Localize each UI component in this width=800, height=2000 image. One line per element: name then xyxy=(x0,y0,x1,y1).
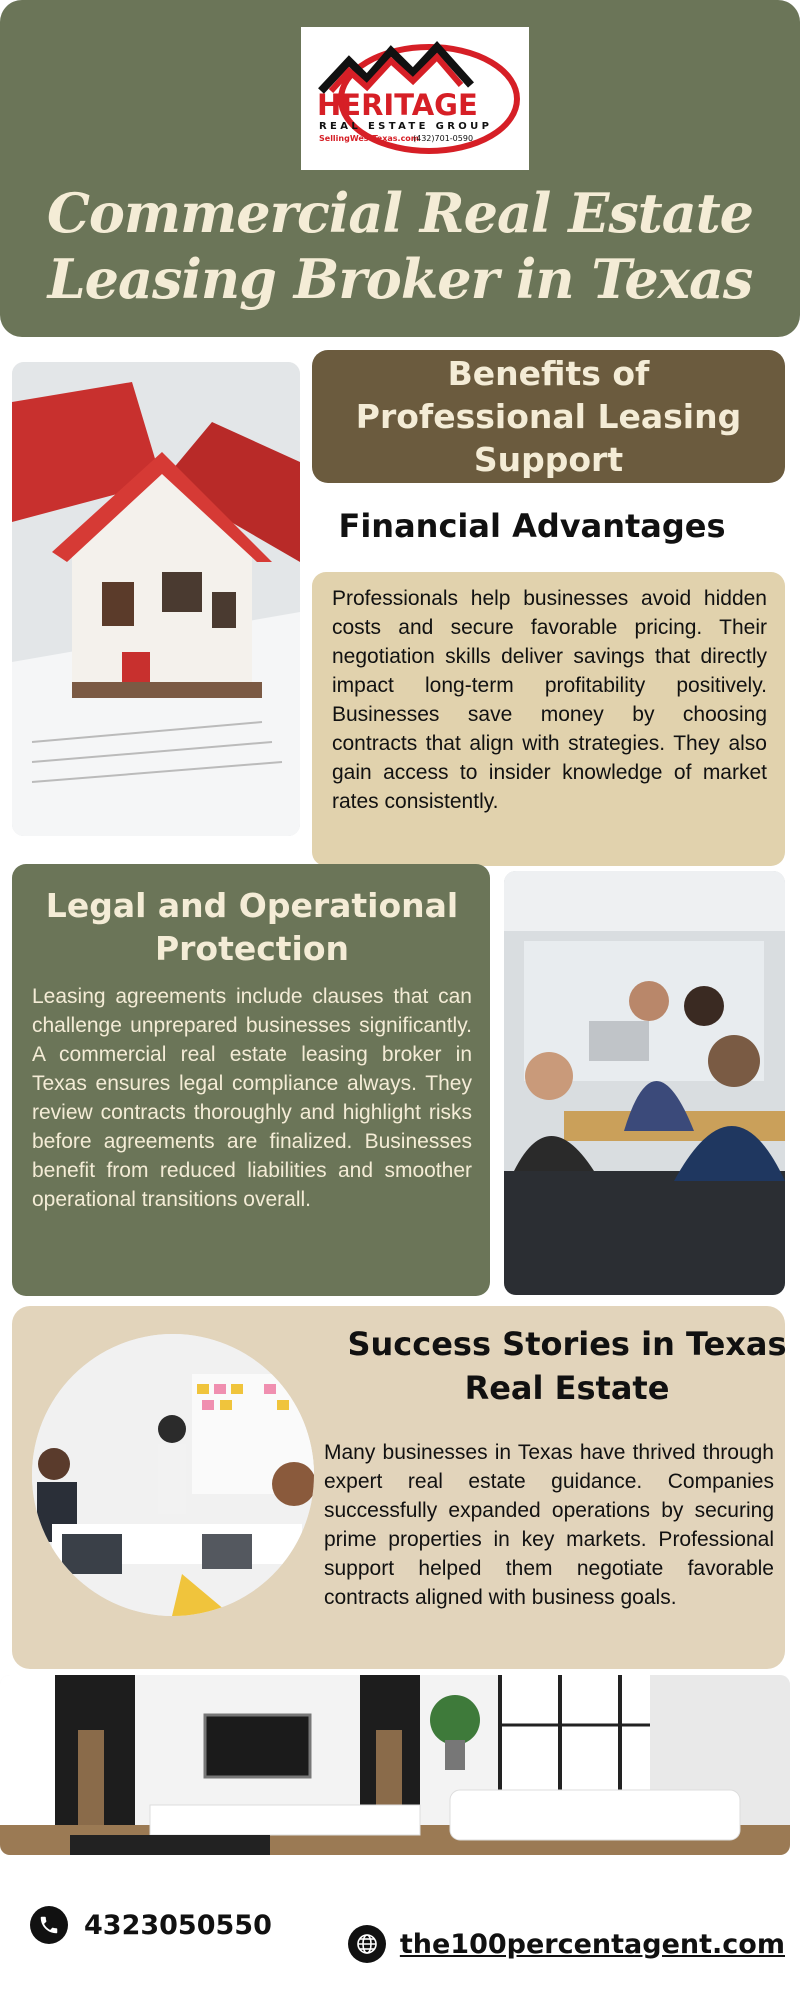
living-room-image xyxy=(0,1675,790,1855)
footer-website[interactable] xyxy=(348,1924,785,1964)
success-body: Many businesses in Texas have thrived through expert real estate guidance. Companies successfully expanded operations by securing prime properties in key markets. Professional support helped them negotiate favorable contracts aligned with business goals. xyxy=(324,1441,774,1609)
benefits-heading-box xyxy=(312,350,785,483)
house-model-image xyxy=(12,362,300,836)
svg-text:HERITAGE: HERITAGE xyxy=(317,88,478,122)
footer-phone[interactable] xyxy=(30,1905,272,1945)
svg-text:(432)701-0590: (432)701-0590 xyxy=(413,134,474,143)
header-banner xyxy=(0,0,800,337)
svg-text:REAL ESTATE GROUP: REAL ESTATE GROUP xyxy=(319,121,489,132)
success-box xyxy=(12,1306,785,1669)
legal-heading: Legal and Operational Protection xyxy=(45,886,459,968)
benefits-heading: Benefits of Professional Leasing Support xyxy=(355,354,742,479)
phone-number[interactable]: 4323050550 xyxy=(84,1909,272,1941)
office-team-image xyxy=(504,871,785,1295)
website-link[interactable]: the100percentagent.com xyxy=(399,1928,785,1960)
financial-heading: Financial Advantages xyxy=(338,507,726,545)
phone-icon xyxy=(30,1906,68,1944)
meeting-image xyxy=(32,1334,314,1616)
financial-box xyxy=(312,572,785,866)
legal-body: Leasing agreements include clauses that can challenge unprepared businesses significantly. A commercial real estate leasing broker in Texas ensures legal compliance always. They review contracts thoroughly and highlight risks before agreements are finalized. Businesses benefit from reduced liabilities and smoother operational transitions overall. xyxy=(32,985,472,1211)
globe-icon xyxy=(348,1925,386,1963)
svg-text:SellingWestTexas.com: SellingWestTexas.com xyxy=(319,134,420,143)
legal-box xyxy=(12,864,490,1296)
heritage-logo xyxy=(301,27,529,170)
page-title: Commercial Real Estate Leasing Broker in Texas xyxy=(46,181,754,311)
success-heading: Success Stories in Texas Real Estate xyxy=(347,1325,787,1407)
financial-body: Professionals help businesses avoid hidden costs and secure favorable pricing. Their negotiation skills deliver savings that directly impact long-term profitability positively. Businesses save money by choosing contracts that align with strategies. They also gain access to insider knowledge of market rates consistently. xyxy=(332,587,767,813)
